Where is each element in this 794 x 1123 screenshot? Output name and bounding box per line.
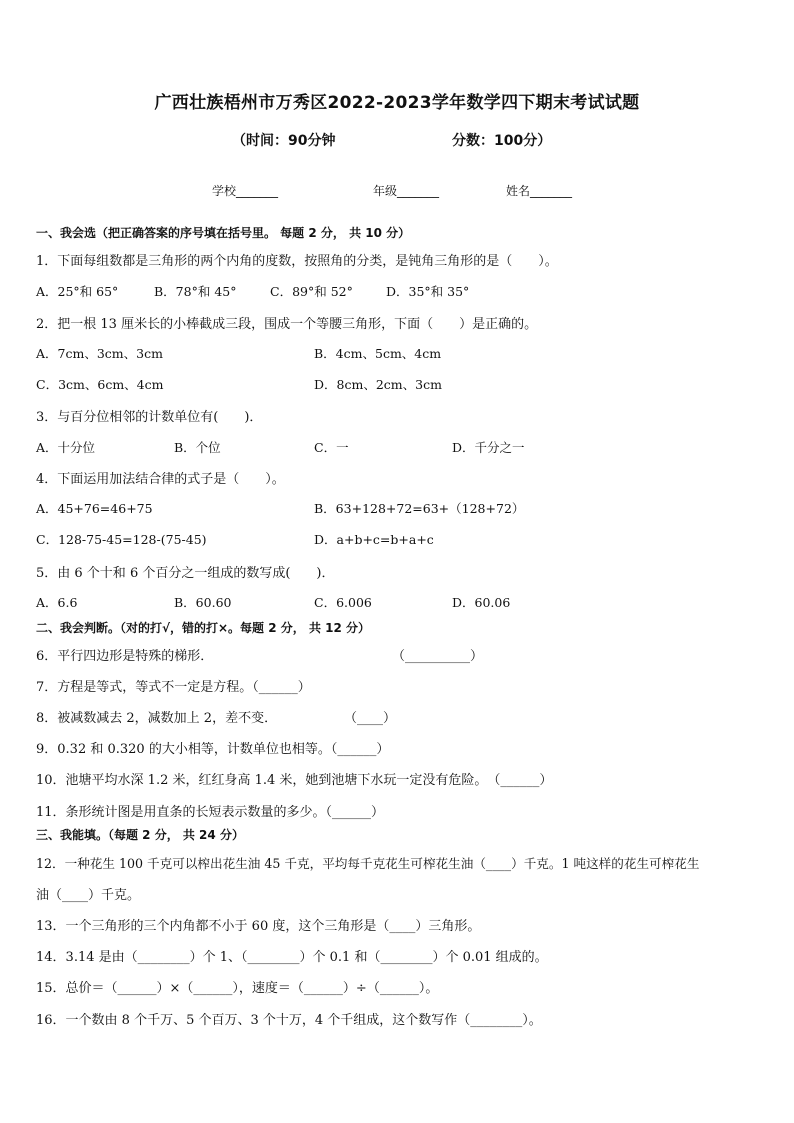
exam-score: 分数：100分）	[452, 133, 552, 149]
q5-option-b: B．60.60	[174, 595, 232, 610]
question-6: 6．平行四边形是特殊的梯形．	[36, 649, 214, 664]
section2-heading: 二、我会判断。（对的打√，错的打×。每题 2 分， 共 12 分）	[36, 621, 370, 635]
q4-option-a: A．45+76=46+75	[36, 501, 153, 516]
exam-time: （时间：90分钟	[232, 133, 336, 149]
name-field: 姓名_______	[506, 184, 573, 198]
q4-option-b: B．63+128+72=63+（128+72）	[314, 501, 525, 516]
section3-heading: 三、我能填。（每题 2 分， 共 24 分）	[36, 828, 244, 842]
q2-option-d: D．8cm、2cm、3cm	[314, 377, 442, 392]
q1-option-b: B．78°和 45°	[154, 284, 237, 299]
q1-option-a: A．25°和 65°	[36, 284, 119, 299]
q2-option-c: C．3cm、6cm、4cm	[36, 377, 164, 392]
q5-option-c: C．6.006	[314, 595, 372, 610]
q3-option-a: A．十分位	[36, 440, 96, 455]
question-13: 13．一个三角形的三个内角都不小于 60 度，这个三角形是（____）三角形。	[36, 919, 481, 934]
question-5: 5．由 6 个十和 6 个百分之一组成的数写成( )．	[36, 566, 335, 581]
question-1: 1．下面每组数都是三角形的两个内角的度数，按照角的分类，是钝角三角形的是（ ）。	[36, 254, 558, 269]
q4-option-d: D．a+b+c=b+a+c	[314, 532, 434, 547]
question-12: 12．一种花生 100 千克可以榨出花生油 45 千克，平均每千克花生可榨花生油（____）千克。1 吨这样的花生可榨花生	[36, 856, 700, 871]
school-field: 学校_______	[212, 184, 279, 198]
q4-option-c: C．128-75-45=128-(75-45)	[36, 532, 207, 547]
q5-option-a: A．6.6	[36, 595, 78, 610]
q2-option-b: B．4cm、5cm、4cm	[314, 346, 442, 361]
question-12-cont: 油（____）千克。	[36, 888, 141, 903]
question-4: 4．下面运用加法结合律的式子是（ ）。	[36, 472, 285, 487]
question-10: 10．池塘平均水深 1.2 米，红红身高 1.4 米，她到池塘下水玩一定没有危险。 （______）	[36, 773, 553, 788]
question-8: 8．被减数减去 2，减数加上 2，差不变．	[36, 711, 278, 726]
q5-option-d: D．60.06	[452, 595, 511, 610]
question-7: 7．方程是等式，等式不一定是方程。（______）	[36, 680, 311, 695]
question-11: 11．条形统计图是用直条的长短表示数量的多少。（______）	[36, 805, 385, 820]
q6-answer-blank: （__________）	[392, 649, 484, 664]
section1-heading: 一、我会选（把正确答案的序号填在括号里。 每题 2 分， 共 10 分）	[36, 226, 411, 240]
q1-option-c: C．89°和 52°	[270, 284, 353, 299]
question-2: 2．把一根 13 厘米长的小棒截成三段，围成一个等腰三角形，下面（ ）是正确的。	[36, 317, 538, 332]
q3-option-d: D．千分之一	[452, 440, 525, 455]
question-16: 16．一个数由 8 个千万、5 个百万、3 个十万，4 个千组成，这个数写作（________）。	[36, 1013, 542, 1028]
question-15: 15．总价＝（______）×（______），速度＝（______）÷（______）。	[36, 981, 439, 996]
q1-option-d: D．35°和 35°	[386, 284, 470, 299]
q3-option-b: B．个位	[174, 440, 221, 455]
question-3: 3．与百分位相邻的计数单位有( )．	[36, 410, 263, 425]
q3-option-c: C．一	[314, 440, 349, 455]
question-9: 9．0.32 和 0.320 的大小相等，计数单位也相等。（______）	[36, 742, 390, 757]
exam-title: 广西壮族梧州市万秀区2022-2023学年数学四下期末考试试题	[154, 93, 640, 113]
grade-field: 年级_______	[373, 184, 440, 198]
question-14: 14．3.14 是由（________）个 1、（________）个 0.1 和（________）个 0.01 组成的。	[36, 950, 548, 965]
q8-answer-blank: （____）	[344, 711, 397, 726]
q2-option-a: A．7cm、3cm、3cm	[36, 346, 163, 361]
